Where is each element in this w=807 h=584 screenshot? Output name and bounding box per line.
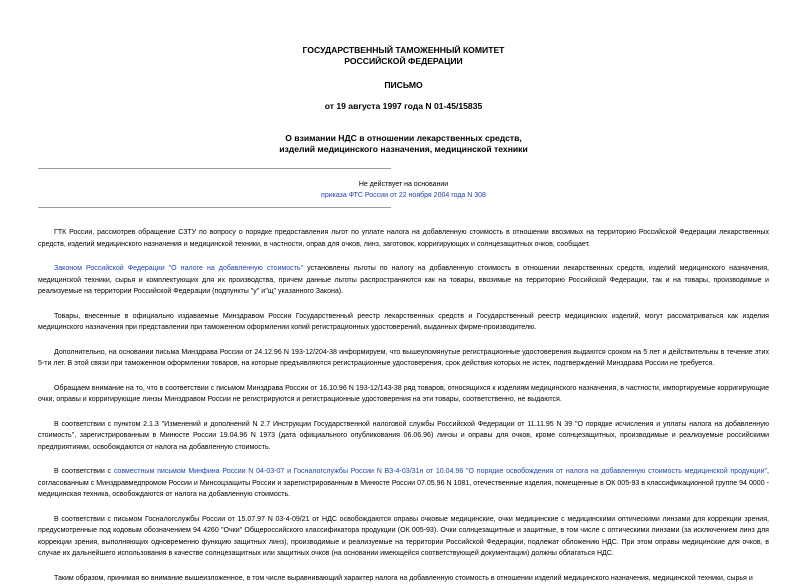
joint-letter-link[interactable]: совместным письмом Минфина России N 04-03-07 и Госналогслужбы России N ВЗ-4-03/31н от 10.04.96 "О порядке освобождения от налога на добавленную стоимость медицинской продукции" xyxy=(114,468,767,475)
paragraph-2 xyxy=(38,263,769,298)
paragraph-5: Обращаем внимание на то, что в соответствии с письмом Минздрава России от 16.10.96 N 193-12/143-38 ряд товаров, относящихся к изделиям медицинского назначения, в частности, импортируемые корригирующие очки, оправы и корригирующие линзы Минздравом России не регистрируются и регистрационные удостоверения на эти товары, соответственно, не выдаются. xyxy=(38,383,769,406)
document-subject xyxy=(0,133,807,155)
authority-line-2: РОССИЙСКОЙ ФЕДЕРАЦИИ xyxy=(0,56,807,67)
status-link[interactable]: приказа ФТС России от 22 ноября 2004 года N 308 xyxy=(321,192,486,199)
document-status xyxy=(0,179,807,201)
law-vat-link[interactable]: Законом Российской Федерации "О налоге на добавленную стоимость" xyxy=(54,265,303,272)
paragraph-9: Таким образом, принимая во внимание вышеизложенное, в том числе выравнивающий характер налога на добавленную стоимость в отношении изделий медицинского назначения, медицинской техники, сырья и xyxy=(38,573,769,584)
paragraph-7-text: , согласованным с Минздравмедпромом России и Минсоцзащиты России и зарегистрированным в Минюсте России 07.05.96 N 1081, отечественные изделия, помещенные в ОК 005-93 в классификационной группе 94 0000 - медицинская техника, освобождаются от налога на добавленную стоимость. xyxy=(38,468,769,498)
paragraph-8: В соответствии с письмом Госналогслужбы России от 15.07.97 N 03-4-09/21 от НДС освобождаются оправы очковые медицинские, очки медицинские с медицинскими оптическими линзами для коррекции зрения, предусмотренные под кодовым обозначением 94 4260 "Очки" Общероссийского классификатора продукции (ОК 005-93). Очки солнцезащитные и защитные, в том числе с оптическими линзами (за исключением линз для коррекции зрения, выполняющих одновременно функцию защитных линз), производимые и реализуемые на территории Российской Федерации, подлежат обложению НДС. При этом оправы медицинские для очков, в случае их дальнейшего использования в качестве солнцезащитных или защитных очков (на основании имеющейся соответствующей документации) должны облагаться НДС. xyxy=(38,514,769,560)
status-text: Не действует на основании xyxy=(0,179,807,190)
paragraph-7 xyxy=(38,466,769,501)
divider-top xyxy=(38,168,391,169)
paragraph-6: В соответствии с пунктом 2.1.3 "Изменений и дополнений N 2.7 Инструкции Государственной налоговой службы Российской Федерации от 11.11.95 N 39 "О порядке исчисления и уплаты налога на добавленную стоимость", зарегистрированным в Минюсте России 19.04.96 N 1973 (дата официального опубликования 06.06.96) линзы и оправы для очков, кроме солнцезащитных, производимые и реализуемые российскими предприятиями, освобождаются от налога на добавленную стоимость. xyxy=(38,419,769,454)
authority-line-1: ГОСУДАРСТВЕННЫЙ ТАМОЖЕННЫЙ КОМИТЕТ xyxy=(0,45,807,56)
paragraph-3: Товары, внесенные в официально издаваемые Минздравом России Государственный реестр лекарственных средств и Государственный реестр медицинских изделий, могут рассматриваться как изделия медицинского назначения при представлении при таможенном оформлении копий регистрационных удостоверений, выданных фирме-производителю. xyxy=(38,311,769,334)
subject-line-2: изделий медицинского назначения, медицинской техники xyxy=(0,144,807,155)
paragraph-7-prefix: В соответствии с xyxy=(54,468,114,475)
document-body xyxy=(38,227,769,584)
document-date-number: от 19 августа 1997 года N 01-45/15835 xyxy=(0,101,807,112)
subject-line-1: О взимании НДС в отношении лекарственных средств, xyxy=(0,133,807,144)
paragraph-4: Дополнительно, на основании письма Минздрава России от 24.12.96 N 193-12/204-38 информируем, что вышеупомянутые регистрационные удостоверения выдаются сроком на 5 лет и действительны в течение этих 5-ти лет. В этой связи при таможенном оформлении товаров, на которые предъявляются регистрационные удостоверения, срок действия которых не истек, подтверждений Минздрава России не требуется. xyxy=(38,347,769,370)
paragraph-1: ГТК России, рассмотрев обращение СЗТУ по вопросу о порядке предоставления льгот по уплате налога на добавленную стоимость в отношении ввозимых на территорию Российской Федерации лекарственных средств, изделий медицинского назначения и медицинской техники, в частности, оправ для очков, линз, заготовок, корригирующих и солнцезащитных очков, сообщает. xyxy=(38,227,769,250)
document-type: ПИСЬМО xyxy=(0,80,807,91)
paragraph-2-text: установлены льготы по налогу на добавленную стоимость в отношении лекарственных средств, изделий медицинского назначения, медицинской техники, сырья и комплектующих для их производства, причем данные льготы распространяются как на товары, ввозимые на территорию Российской Федерации, так и на товары, производимые и реализуемые на территории Российской Федерации (подпункты "у" и"щ" указанного Закона). xyxy=(38,265,769,295)
issuing-authority xyxy=(0,45,807,67)
divider-bottom xyxy=(38,207,391,208)
